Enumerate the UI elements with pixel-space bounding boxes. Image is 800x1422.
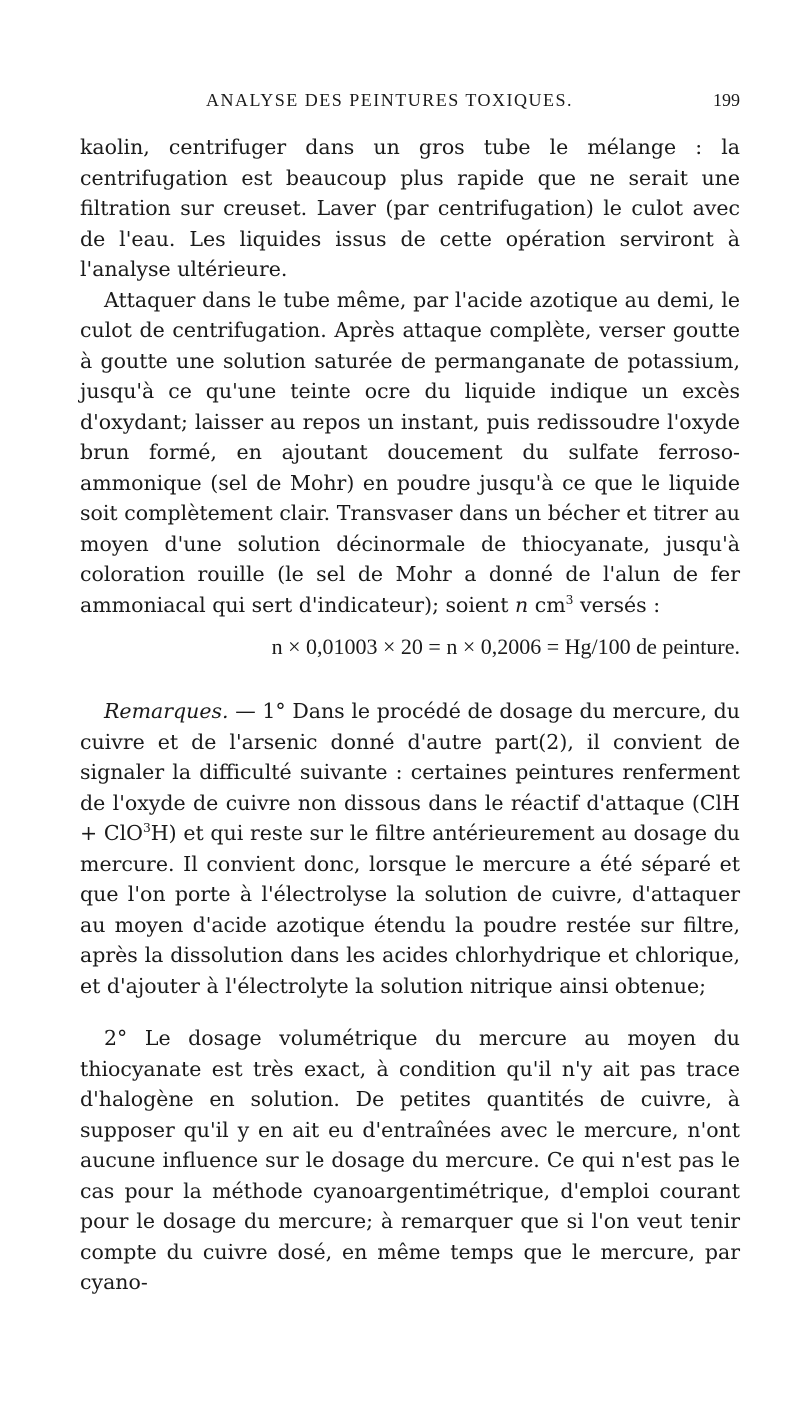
- paragraph-1: kaolin, centrifuger dans un gros tube le mélange : la centrifugation est beaucoup plus rapide que ne serait une filtration sur creuset. Laver (par centrifugation) le culot avec de l'eau. Les liquides issus de cette opération serviront à l'analyse ultérieure.: [80, 135, 740, 281]
- page-number: 199: [713, 90, 740, 110]
- book-page: [80, 90, 740, 1298]
- paragraph-2-variable: n: [515, 592, 529, 617]
- paragraph-gap: [80, 1001, 740, 1023]
- paragraph-2-unit: cm: [528, 592, 566, 617]
- running-title: ANALYSE DES PEINTURES TOXIQUES.: [206, 90, 574, 110]
- remark-1-exponent: 3: [142, 821, 151, 836]
- running-header: [80, 90, 740, 120]
- remark-2: 2° Le dosage volumétrique du mercure au moyen du thiocyanate est très exact, à condition qu'il n'y ait pas trace d'halogène en solution. De petites quantités de cuivre, à supposer qu'il y en ait eu d'entraînées avec le mercure, n'ont aucune influence sur le dosage du mercure. Ce qui n'est pas le cas pour la méthode cyanoargentimétrique, d'emploi courant pour le dosage du mercure; à remarquer que si l'on veut tenir compte du cuivre dosé, en même temps que le mercure, par cyano-: [80, 1026, 740, 1294]
- body-text: [80, 132, 740, 1298]
- equation: n × 0,01003 × 20 = n × 0,2006 = Hg/100 de peinture.: [271, 634, 740, 659]
- remark-1-text: — 1° Dans le procédé de dosage du mercure, du cuivre et de l'arsenic donné d'autre part(2), il convient de signaler la difficulté suivante : certaines peintures renferment de l'oxyde de cuivre non dissous dans le réactif d'attaque (ClH + ClO: [80, 699, 740, 845]
- paragraph-2-text: Attaquer dans le tube même, par l'acide azotique au demi, le culot de centrifugation. Après attaque complète, verser goutte à goutte une solution saturée de permanganate de potassium, jusqu'à ce qu'une teinte ocre du liquide indique un excès d'oxydant; laisser au repos un instant, puis redissoudre l'oxyde brun formé, en ajoutant doucement du sulfate ferroso-ammonique (sel de Mohr) en poudre jusqu'à ce que le liquide soit complètement clair. Transvaser dans un bécher et titrer au moyen d'une solution décinormale de thiocyanate, jusqu'à coloration rouille (le sel de Mohr a donné de l'alun de fer ammoniacal qui sert d'indicateur); soient: [80, 287, 740, 617]
- paragraph-2-unit-exponent: 3: [565, 592, 574, 607]
- remark-1: [80, 696, 740, 1001]
- paragraph-2: [80, 285, 740, 621]
- paragraph-2-end: versés :: [573, 592, 661, 617]
- remarks-heading: Remarques.: [104, 699, 229, 723]
- remark-1-end: H) et qui reste sur le filtre antérieurement au dosage du mercure. Il convient donc, lorsque le mercure a été séparé et que l'on porte à l'électrolyse la solution de cuivre, d'attaquer au moyen d'acide azotique étendu la poudre restée sur filtre, après la dissolution dans les acides chlorhydrique et chlorique, et d'ajouter à l'électrolyte la solution nitrique ainsi obtenue;: [80, 821, 740, 998]
